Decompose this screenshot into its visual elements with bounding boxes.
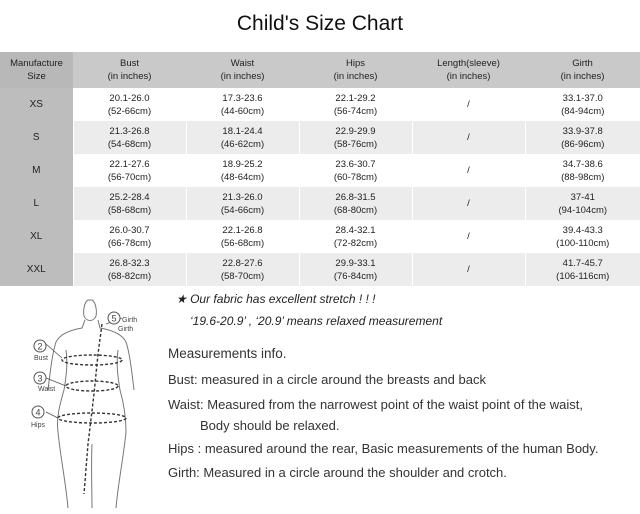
waist-value-line: 17.3-23.6 [222, 92, 263, 104]
hips-info: Hips : measured around the rear, Basic measurements of the human Body. [168, 441, 599, 456]
girth-value-line: 33.1-37.0 [562, 92, 603, 104]
stretch-note: ★ Our fabric has excellent stretch ! ! ! [176, 292, 376, 306]
bust-cell [73, 154, 186, 187]
waist-value-line: 22.1-26.8 [222, 224, 263, 236]
relaxed-note: ‘19.6-20.9’ , ‘20.9’ means relaxed measurement [190, 314, 443, 328]
hips-value-line: (56-74cm) [333, 105, 378, 117]
table-row [0, 154, 640, 187]
header-length [412, 52, 525, 88]
girth-value-line: (94-104cm) [558, 204, 608, 216]
header-size [0, 52, 73, 88]
girth-value-line: (106-116cm) [556, 270, 610, 282]
waist-cell [186, 253, 299, 286]
bust-cell [73, 220, 186, 253]
bust-value-line: (56-70cm) [107, 171, 152, 183]
waist-info-line1: Waist: Measured from the narrowest point of the waist point of the waist, [168, 397, 583, 412]
girth-label: Girth [122, 317, 138, 324]
bust-value-line: (68-82cm) [107, 270, 152, 282]
page-title: Child's Size Chart [236, 12, 404, 35]
waist-value-line: 21.3-26.0 [222, 191, 263, 203]
waist-value-line: (48-64cm) [220, 171, 265, 183]
table-row [0, 121, 640, 154]
header-size-name: Manufacture [10, 58, 63, 69]
header-waist-unit: (in inches) [220, 71, 265, 82]
girth-num: 5 [111, 313, 117, 324]
header-bust [73, 52, 186, 88]
hips-value-line: 26.8-31.5 [335, 191, 376, 203]
girth-value-line: 39.4-43.3 [562, 224, 603, 236]
header-hips [299, 52, 412, 88]
girth-cell [525, 220, 640, 253]
header-waist-name: Waist [230, 58, 255, 69]
waist-value-line: 18.9-25.2 [222, 158, 263, 170]
measurements-info-title: Measurements info. [168, 346, 287, 361]
hips-cell [299, 154, 412, 187]
bust-num: 2 [37, 341, 43, 352]
length-cell: / [412, 88, 525, 121]
waist-label: Waist [38, 386, 56, 393]
hips-value-line: 22.1-29.2 [335, 92, 376, 104]
hips-value-line: 22.9-29.9 [335, 125, 376, 137]
waist-value-line: (44-60cm) [220, 105, 265, 117]
label-leaders [46, 318, 122, 418]
size-label: S [0, 121, 73, 154]
waist-cell [186, 220, 299, 253]
hips-label: Hips [31, 422, 46, 429]
waist-value-line: 22.8-27.6 [222, 257, 263, 269]
table-row [0, 253, 640, 286]
hips-value-line: 29.9-33.1 [335, 257, 376, 269]
bust-label: Bust [34, 355, 49, 362]
hips-cell [299, 121, 412, 154]
hips-num: 4 [35, 407, 41, 418]
header-girth-name: Girth [572, 58, 593, 69]
bust-value-line: 20.1-26.0 [109, 92, 150, 104]
hips-value-line: 23.6-30.7 [335, 158, 376, 170]
bust-value-line: 22.1-27.6 [109, 158, 150, 170]
header-bust-unit: (in inches) [107, 71, 152, 82]
bust-info: Bust: measured in a circle around the breasts and back [168, 372, 486, 387]
girth-cell [525, 154, 640, 187]
size-label: XXL [0, 253, 73, 286]
size-label: L [0, 187, 73, 220]
waist-cell [186, 121, 299, 154]
bust-value-line: (52-66cm) [107, 105, 152, 117]
size-label: XL [0, 220, 73, 253]
girth-value-line: (100-110cm) [556, 237, 610, 249]
bust-value-line: 25.2-28.4 [109, 191, 150, 203]
header-girth-unit: (in inches) [560, 71, 605, 82]
header-length-unit: (in inches) [446, 71, 491, 82]
header-bust-name: Bust [119, 58, 139, 69]
length-cell: / [412, 220, 525, 253]
waist-cell [186, 154, 299, 187]
body-measurement-figure [22, 294, 172, 510]
hips-cell [299, 253, 412, 286]
size-label: XS [0, 88, 73, 121]
table-body [0, 88, 640, 286]
size-label: M [0, 154, 73, 187]
hips-value-line: (72-82cm) [333, 237, 378, 249]
table-row [0, 88, 640, 121]
girth-value-line: 37-41 [570, 191, 595, 203]
waist-value-line: 18.1-24.4 [222, 125, 263, 137]
waist-value-line: (56-68cm) [220, 237, 265, 249]
girth-value-line: 33.9-37.8 [562, 125, 603, 137]
girth-value-line: 41.7-45.7 [562, 257, 603, 269]
table-header-row [0, 52, 640, 88]
header-hips-name: Hips [345, 58, 365, 69]
length-cell: / [412, 154, 525, 187]
bust-value-line: (66-78cm) [107, 237, 152, 249]
girth-value-line: (84-94cm) [561, 105, 605, 117]
hips-cell [299, 187, 412, 220]
hips-cell [299, 88, 412, 121]
length-cell: / [412, 121, 525, 154]
waist-value-line: (46-62cm) [220, 138, 265, 150]
header-size-unit: Size [27, 71, 46, 82]
hips-value-line: 28.4-32.1 [335, 224, 376, 236]
header-length-name: Length(sleeve) [437, 58, 500, 69]
girth-cell [525, 88, 640, 121]
girth-cell [525, 187, 640, 220]
bust-value-line: 26.0-30.7 [109, 224, 150, 236]
hips-cell [299, 220, 412, 253]
header-hips-unit: (in inches) [333, 71, 378, 82]
bust-cell [73, 121, 186, 154]
girth-cell [525, 121, 640, 154]
waist-num: 3 [37, 373, 43, 384]
girth-value-line: (88-98cm) [561, 171, 605, 183]
hips-value-line: (60-78cm) [333, 171, 378, 183]
bust-cell [73, 88, 186, 121]
size-table [0, 52, 640, 286]
waist-info-line2: Body should be relaxed. [200, 418, 340, 433]
header-waist [186, 52, 299, 88]
waist-cell [186, 88, 299, 121]
length-cell: / [412, 187, 525, 220]
bust-value-line: 26.8-32.3 [109, 257, 150, 269]
length-cell: / [412, 253, 525, 286]
table-row [0, 187, 640, 220]
girth-info: Girth: Measured in a circle around the shoulder and crotch. [168, 465, 507, 480]
bust-value-line: 21.3-26.8 [109, 125, 150, 137]
header-girth [525, 52, 640, 88]
waist-value-line: (58-70cm) [220, 270, 265, 282]
hips-value-line: (76-84cm) [333, 270, 378, 282]
hips-value-line: (68-80cm) [333, 204, 378, 216]
girth-label-2: Girth [118, 326, 134, 333]
bust-value-line: (54-68cm) [107, 138, 152, 150]
waist-value-line: (54-66cm) [220, 204, 265, 216]
bust-value-line: (58-68cm) [107, 204, 152, 216]
label-circles [31, 312, 137, 429]
girth-cell [525, 253, 640, 286]
table-row [0, 220, 640, 253]
waist-cell [186, 187, 299, 220]
hips-value-line: (58-76cm) [333, 138, 378, 150]
bust-cell [73, 187, 186, 220]
bust-cell [73, 253, 186, 286]
girth-value-line: 34.7-38.6 [562, 158, 603, 170]
girth-value-line: (86-96cm) [561, 138, 605, 150]
